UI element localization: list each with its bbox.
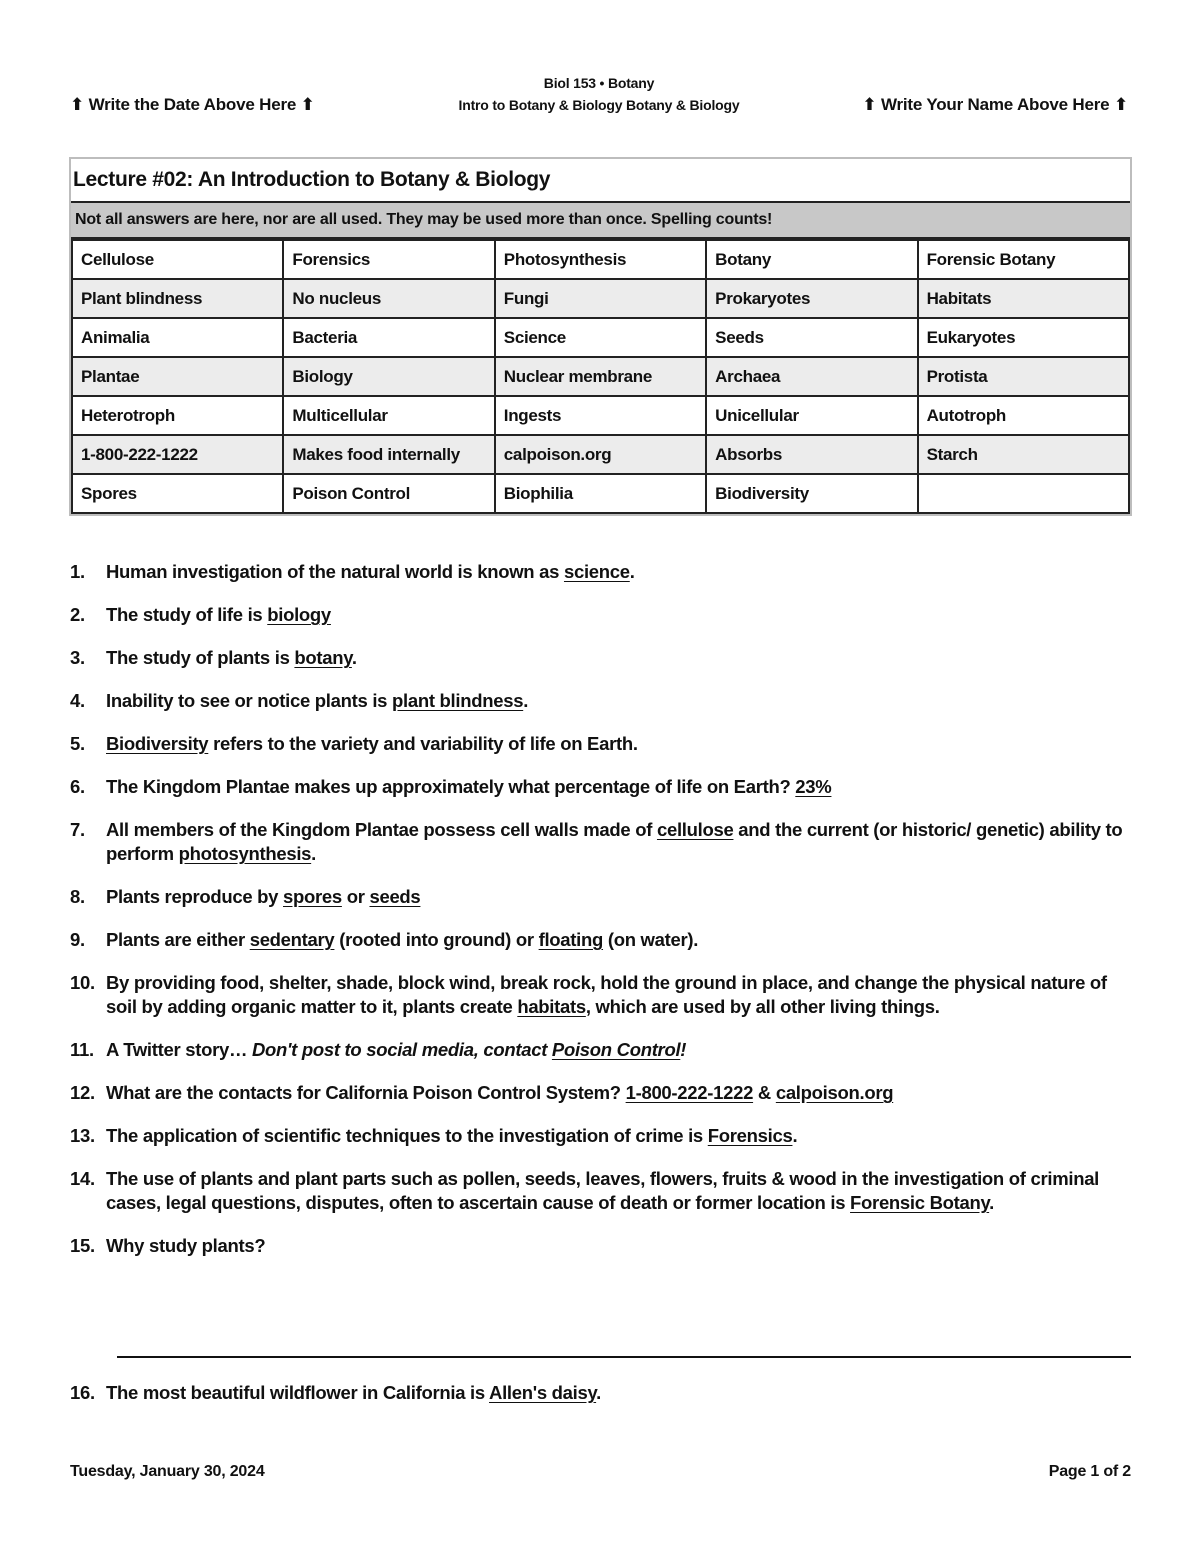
word-bank-row [72, 357, 1129, 396]
question-11 [70, 1038, 1130, 1062]
answer-line-q15[interactable] [117, 1356, 1131, 1358]
word-bank-cell: calpoison.org [495, 435, 706, 474]
date-instruction: ⬆ Write the Date Above Here ⬆ [70, 95, 315, 114]
answer: Forensic Botany [850, 1192, 990, 1213]
word-bank-cell: Biodiversity [706, 474, 917, 513]
footer-date: Tuesday, January 30, 2024 [70, 1463, 265, 1480]
question-text: . [351, 647, 357, 668]
question-16 [70, 1381, 601, 1405]
question-1 [70, 560, 1130, 584]
answer: science [563, 561, 630, 582]
word-bank-cell: Forensics [283, 240, 494, 279]
word-bank-cell: Fungi [495, 279, 706, 318]
word-bank-cell: Archaea [706, 357, 917, 396]
question-12 [70, 1081, 1130, 1105]
question-text: . [792, 1125, 798, 1146]
question-3 [70, 646, 1130, 670]
question-text: . [523, 690, 529, 711]
word-bank-cell: Spores [72, 474, 283, 513]
answer: sedentary [249, 929, 335, 950]
question-text: The application of scientific techniques to the investigation of crime is [106, 1125, 708, 1146]
word-bank-cell: Seeds [706, 318, 917, 357]
answer: plant blindness [392, 690, 524, 711]
question-number: 4. [70, 690, 85, 711]
word-bank-row [72, 396, 1129, 435]
question-text: The study of plants is [106, 647, 295, 668]
answer: 1-800-222-1222 [625, 1082, 754, 1103]
question-text: The study of life is [106, 604, 268, 625]
word-bank-cell: Poison Control [283, 474, 494, 513]
word-bank-cell: Biology [283, 357, 494, 396]
word-bank-cell: Eukaryotes [918, 318, 1129, 357]
word-bank-note: Not all answers are here, nor are all used. They may be used more than once. Spelling counts! [71, 203, 1130, 239]
question-9 [70, 928, 1130, 952]
question-text: All members of the Kingdom Plantae possess cell walls made of [106, 819, 657, 840]
word-bank-cell: Animalia [72, 318, 283, 357]
question-number: 11. [70, 1039, 94, 1060]
answer: biology [267, 604, 331, 625]
word-bank-cell: Makes food internally [283, 435, 494, 474]
word-bank-row [72, 474, 1129, 513]
course-title: Biol 153 • Botany [543, 75, 655, 91]
question-14 [70, 1167, 1130, 1215]
word-bank-cell: Prokaryotes [706, 279, 917, 318]
question-text: Plants are either [106, 929, 250, 950]
word-bank-row [72, 435, 1129, 474]
question-text: & [753, 1082, 776, 1103]
question-8 [70, 885, 1130, 909]
question-number: 10. [70, 972, 95, 993]
question-text: (rooted into ground) or [334, 929, 539, 950]
word-bank-cell [918, 474, 1129, 513]
question-4 [70, 689, 1130, 713]
word-bank [69, 157, 1132, 516]
question-text: The use of plants and plant parts such as pollen, seeds, leaves, flowers, fruits & wood in the investigation of criminal cases, legal questions, disputes, often to ascertain cause of death or former location is [106, 1168, 1100, 1213]
word-bank-cell: Multicellular [283, 396, 494, 435]
question-number: 13. [70, 1125, 95, 1146]
word-bank-cell: Science [495, 318, 706, 357]
question-number: 15. [70, 1235, 95, 1256]
word-bank-cell: Habitats [918, 279, 1129, 318]
lecture-title: Lecture #02: An Introduction to Botany & Biology [71, 159, 1130, 203]
word-bank-cell: Starch [918, 435, 1129, 474]
question-number: 5. [70, 733, 85, 754]
word-bank-cell: Plantae [72, 357, 283, 396]
question-13 [70, 1124, 1130, 1148]
word-bank-cell: Nuclear membrane [495, 357, 706, 396]
question-text: Don't post to social media, contact [252, 1039, 552, 1060]
word-bank-table [71, 239, 1130, 514]
answer: floating [538, 929, 604, 950]
question-number: 1. [70, 561, 85, 582]
answer: spores [283, 886, 342, 907]
question-text: (on water). [603, 929, 699, 950]
word-bank-cell: Cellulose [72, 240, 283, 279]
answer: seeds [369, 886, 421, 907]
word-bank-cell: Forensic Botany [918, 240, 1129, 279]
question-text: Inability to see or notice plants is [106, 690, 392, 711]
answer: Poison Control [551, 1039, 681, 1060]
question-text: ! [680, 1039, 687, 1060]
word-bank-cell: Photosynthesis [495, 240, 706, 279]
answer: Forensics [707, 1125, 793, 1146]
question-text: Human investigation of the natural world is known as [106, 561, 564, 582]
question-number: 14. [70, 1168, 95, 1189]
word-bank-cell: 1-800-222-1222 [72, 435, 283, 474]
page-number: Page 1 of 2 [1048, 1463, 1131, 1480]
question-number: 6. [70, 776, 85, 797]
word-bank-cell: Bacteria [283, 318, 494, 357]
question-text: A Twitter story… [106, 1039, 252, 1060]
word-bank-cell: Absorbs [706, 435, 917, 474]
word-bank-row [72, 279, 1129, 318]
answer: cellulose [656, 819, 734, 840]
word-bank-cell: Botany [706, 240, 917, 279]
question-text: . [629, 561, 635, 582]
answer: habitats [517, 996, 586, 1017]
word-bank-row [72, 318, 1129, 357]
question-number: 2. [70, 604, 85, 625]
word-bank-cell: Biophilia [495, 474, 706, 513]
question-text: refers to the variety and variability of life on Earth. [208, 733, 638, 754]
word-bank-cell: Unicellular [706, 396, 917, 435]
question-text: Why study plants? [106, 1235, 266, 1256]
question-6 [70, 775, 1130, 799]
answer: calpoison.org [775, 1082, 894, 1103]
course-subtitle: Intro to Botany & Biology Botany & Biology [458, 97, 740, 113]
question-text: By providing food, shelter, shade, block wind, break rock, hold the ground in place, and change the physical nature of soil by adding organic matter to it, plants create [106, 972, 1107, 1017]
answer: botany [294, 647, 352, 668]
word-bank-cell: No nucleus [283, 279, 494, 318]
question-number: 16. [70, 1382, 95, 1403]
question-10 [70, 971, 1130, 1019]
question-number: 9. [70, 929, 85, 950]
name-instruction: ⬆ Write Your Name Above Here ⬆ [862, 95, 1128, 114]
question-number: 7. [70, 819, 85, 840]
question-number: 8. [70, 886, 85, 907]
word-bank-row [72, 240, 1129, 279]
answer: Allen's daisy [489, 1382, 597, 1403]
word-bank-cell: Plant blindness [72, 279, 283, 318]
question-list [70, 560, 1130, 1277]
word-bank-cell: Heterotroph [72, 396, 283, 435]
question-text: . [989, 1192, 994, 1213]
question-number: 3. [70, 647, 85, 668]
question-text: What are the contacts for California Poison Control System? [106, 1082, 626, 1103]
question-text: or [341, 886, 370, 907]
question-text: The most beautiful wildflower in California is [106, 1382, 490, 1403]
word-bank-cell: Ingests [495, 396, 706, 435]
word-bank-cell: Autotroph [918, 396, 1129, 435]
answer: Biodiversity [106, 733, 209, 754]
question-text: The Kingdom Plantae makes up approximately what percentage of life on Earth? [106, 776, 796, 797]
answer: photosynthesis [178, 843, 312, 864]
question-2 [70, 603, 1130, 627]
answer: 23% [795, 776, 832, 797]
word-bank-cell: Protista [918, 357, 1129, 396]
question-15 [70, 1234, 1130, 1258]
question-text-end: . [596, 1382, 601, 1403]
question-text: and the current (or historic/ genetic) ability to perform [106, 819, 1123, 864]
question-7 [70, 818, 1130, 866]
question-text: . [311, 843, 316, 864]
question-text: , which are used by all other living things. [585, 996, 940, 1017]
question-number: 12. [70, 1082, 95, 1103]
question-5 [70, 732, 1130, 756]
question-text: Plants reproduce by [106, 886, 283, 907]
